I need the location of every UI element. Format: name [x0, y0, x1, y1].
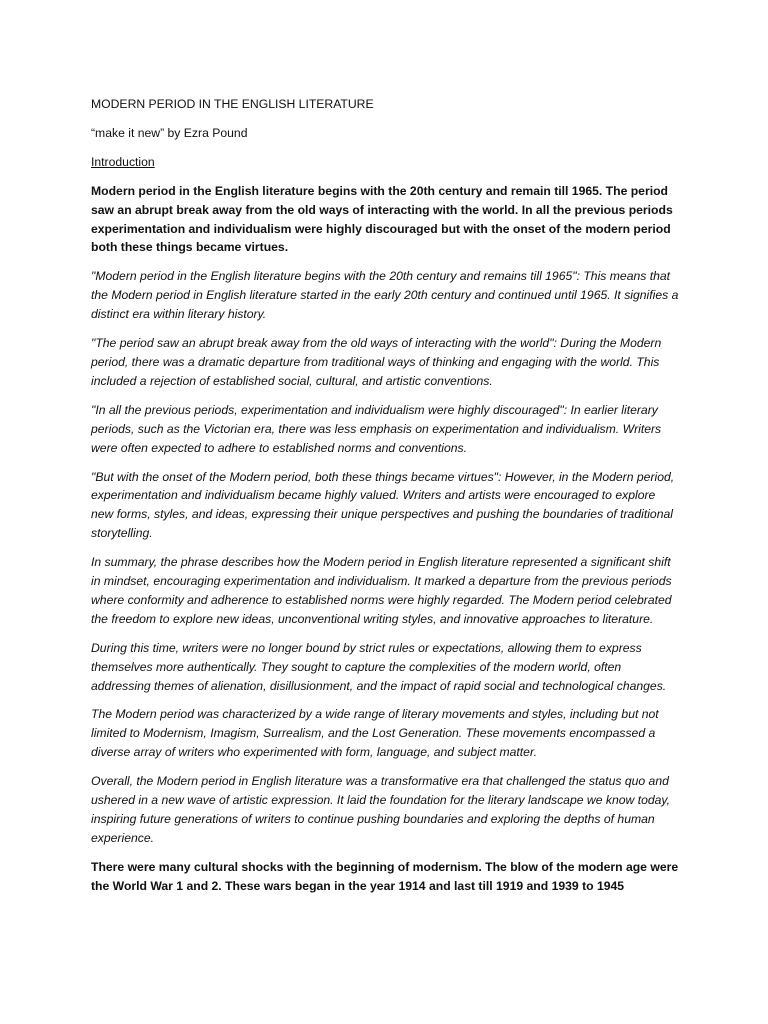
- explanation-paragraph: "In all the previous periods, experimentation and individualism were highly discouraged": In earlier literary periods, such as the Victorian era, there was less emphasis on experimentation and individualism. Writers were often expected to adhere to established norms and conventions.: [91, 402, 662, 455]
- explanation-paragraph: "But with the onset of the Modern period, both these things became virtues": However, in the Modern period, experimentation and individualism became highly valued. Writers and artists were encouraged to explore new forms, styles, and ideas, expressing their unique perspectives and pushing the boundaries of traditional storytelling.: [91, 469, 675, 541]
- document-page: [91, 95, 681, 906]
- explanation-paragraph: "Modern period in the English literature begins with the 20th century and remains till 1965": This means that the Modern period in English literature started in the early 20th century and continued until 1965. It signifies a distinct era within literary history.: [91, 269, 679, 322]
- document-title: MODERN PERIOD IN THE ENGLISH LITERATURE: [91, 97, 374, 111]
- conclusion-paragraph: Overall, the Modern period in English literature was a transformative era that challenged the status quo and ushered in a new wave of artistic expression. It laid the foundation for the literary landscape we know today, inspiring future generations of writers to continue pushing boundaries and exploring the depths of human experience.: [91, 774, 671, 845]
- epigraph: “make it new” by Ezra Pound: [91, 125, 248, 140]
- closing-paragraph: There were many cultural shocks with the beginning of modernism. The blow of the modern age were the World War 1 and 2. These wars began in the year 1914 and last till 1919 and 1939 to 1945: [91, 859, 679, 893]
- explanation-paragraph: During this time, writers were no longer bound by strict rules or expectations, allowing them to express themselves more authentically. They sought to capture the complexities of the modern world, often addressing themes of alienation, disillusionment, and the impact of rapid social and technological changes.: [91, 640, 667, 693]
- section-heading-introduction: Introduction: [91, 154, 155, 169]
- explanation-paragraph: "The period saw an abrupt break away from the old ways of interacting with the world": During the Modern period, there was a dramatic departure from traditional ways of thinking and engaging with the world. This included a rejection of established social, cultural, and artistic conventions.: [91, 336, 662, 388]
- intro-paragraph: Modern period in the English literature begins with the 20th century and remain till 1965. The period saw an abrupt break away from the old ways of interacting with the world. In all the previous periods experimentation and individualism were highly discouraged but with the onset of the modern period both these things became virtues.: [91, 183, 673, 255]
- explanation-paragraph: The Modern period was characterized by a wide range of literary movements and styles, including but not limited to Modernism, Imagism, Surrealism, and the Lost Generation. These movements encompassed a diverse array of writers who experimented with form, language, and subject matter.: [91, 707, 659, 760]
- summary-paragraph: In summary, the phrase describes how the Modern period in English literature represented a significant shift in mindset, encouraging experimentation and individualism. It marked a departure from the previous periods where conformity and adherence to established norms were highly regarded. The Modern period celebrated the freedom to explore new ideas, unconventional writing styles, and innovative approaches to literature.: [91, 555, 672, 626]
